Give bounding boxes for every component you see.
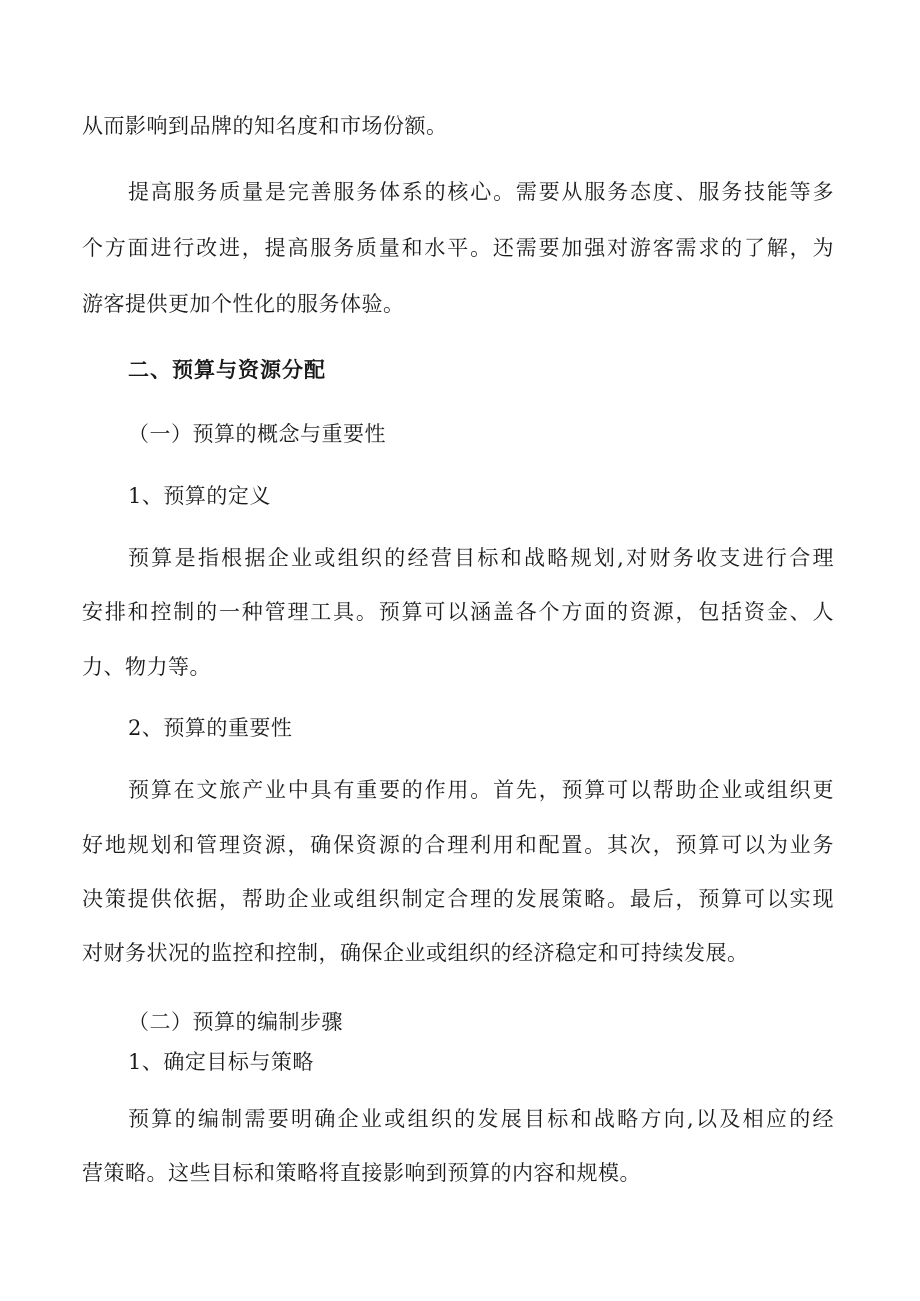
section-heading: 二、预算与资源分配 (128, 358, 326, 382)
item-heading: 1、预算的定义 (128, 484, 271, 508)
paragraph-line: 对财务状况的监控和控制，确保企业或组织的经济稳定和可持续发展。 (82, 941, 749, 965)
paragraph-line: 营策略。这些目标和策略将直接影响到预算的内容和规模。 (82, 1161, 641, 1185)
item-heading: 2、预算的重要性 (128, 716, 293, 740)
item-heading: 1、确定目标与策略 (128, 1050, 314, 1074)
paragraph-line: 安排和控制的一种管理工具。预算可以涵盖各个方面的资源，包括资金、人 (82, 600, 834, 624)
paragraph-line: 力、物力等。 (82, 655, 211, 679)
paragraph-line: 从而影响到品牌的知名度和市场份额。 (82, 114, 448, 138)
paragraph-line: 游客提供更加个性化的服务体验。 (82, 292, 405, 316)
paragraph-line: 个方面进行改进，提高服务质量和水平。还需要加强对游客需求的了解，为 (82, 236, 834, 260)
paragraph-line: 好地规划和管理资源，确保资源的合理利用和配置。其次，预算可以为业务 (82, 833, 834, 857)
paragraph-line: 预算是指根据企业或组织的经营目标和战略规划,对财务收支进行合理 (128, 546, 834, 570)
subsection-heading: （一）预算的概念与重要性 (128, 422, 386, 446)
paragraph-line: 预算的编制需要明确企业或组织的发展目标和战略方向,以及相应的经 (128, 1107, 834, 1131)
paragraph-line: 预算在文旅产业中具有重要的作用。首先，预算可以帮助企业或组织更 (128, 778, 834, 802)
subsection-heading: （二）预算的编制步骤 (128, 1010, 343, 1034)
paragraph-line: 提高服务质量是完善服务体系的核心。需要从服务态度、服务技能等多 (128, 180, 834, 204)
paragraph-line: 决策提供依据，帮助企业或组织制定合理的发展策略。最后，预算可以实现 (82, 887, 834, 911)
